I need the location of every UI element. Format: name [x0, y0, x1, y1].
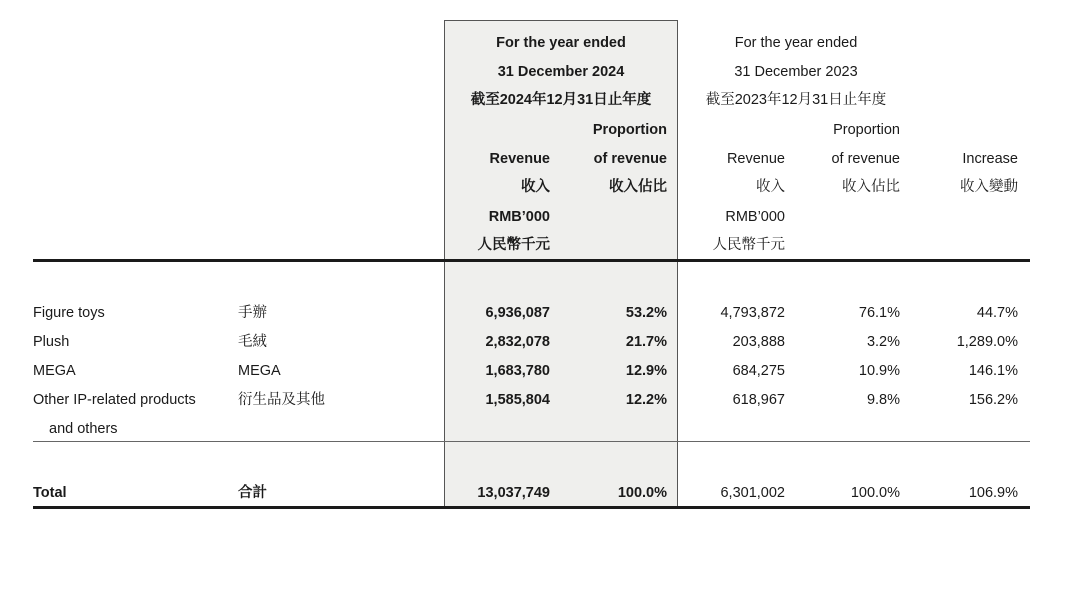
- total-increase: 106.9%: [968, 485, 1018, 501]
- subtotal-rule: [33, 441, 1030, 442]
- header-2024-unit-en: RMB’000: [488, 209, 550, 225]
- total-label-en: Total: [33, 485, 67, 501]
- total-rule: [33, 506, 1030, 509]
- header-2023-unit-en: RMB’000: [725, 209, 785, 225]
- row-label-en: Plush: [33, 334, 70, 350]
- total-prop-2024: 100.0%: [617, 485, 667, 501]
- row-prop-2024: 12.9%: [625, 363, 667, 379]
- row-label-zh: 毛絨: [238, 334, 267, 350]
- row-increase: 146.1%: [968, 363, 1018, 379]
- row-label-en: Other IP-related products: [33, 392, 196, 408]
- header-2024-line1: For the year ended: [496, 35, 626, 51]
- total-rev-2023: 6,301,002: [720, 485, 785, 501]
- header-2024-revenue-en: Revenue: [489, 151, 550, 167]
- header-2023-line3: 截至2023年12月31日止年度: [705, 92, 887, 108]
- row-prop-2024: 12.2%: [625, 392, 667, 408]
- row-prop-2024: 21.7%: [625, 334, 667, 350]
- header-2024-line2: 31 December 2024: [497, 64, 625, 80]
- row-rev-2023: 618,967: [732, 392, 785, 408]
- total-rev-2024: 13,037,749: [477, 485, 550, 501]
- row-label-zh: 衍生品及其他: [238, 392, 325, 408]
- row-prop-2024: 53.2%: [625, 305, 667, 321]
- header-2024-unit-zh: 人民幣千元: [477, 237, 550, 253]
- header-2023-unit-zh: 人民幣千元: [712, 237, 785, 253]
- row-label-en: Figure toys: [33, 305, 105, 321]
- row-prop-2023: 3.2%: [866, 334, 900, 350]
- row-rev-2024: 2,832,078: [485, 334, 550, 350]
- row-increase: 1,289.0%: [956, 334, 1018, 350]
- row-rev-2023: 684,275: [732, 363, 785, 379]
- row-rev-2024: 6,936,087: [485, 305, 550, 321]
- row-prop-2023: 76.1%: [858, 305, 900, 321]
- header-2023-prop-en1: Proportion: [833, 122, 900, 138]
- header-increase-en: Increase: [962, 151, 1018, 167]
- header-2023-revenue-en: Revenue: [726, 151, 785, 167]
- header-2024-prop-en2: of revenue: [593, 151, 667, 167]
- row-rev-2024: 1,585,804: [485, 392, 550, 408]
- row-label-en: MEGA: [33, 363, 76, 379]
- row-increase: 44.7%: [976, 305, 1018, 321]
- row-prop-2023: 9.8%: [866, 392, 900, 408]
- header-2023-line2: 31 December 2023: [734, 64, 858, 80]
- row-prop-2023: 10.9%: [858, 363, 900, 379]
- row-rev-2023: 4,793,872: [720, 305, 785, 321]
- header-2023-prop-en2: of revenue: [831, 151, 900, 167]
- total-prop-2023: 100.0%: [850, 485, 900, 501]
- row-increase: 156.2%: [968, 392, 1018, 408]
- row-label-en-continued: and others: [49, 421, 118, 437]
- header-2024-line3: 截至2024年12月31日止年度: [470, 92, 652, 108]
- header-2024-prop-en1: Proportion: [592, 122, 667, 138]
- header-rule: [33, 259, 1030, 262]
- header-2023-line1: For the year ended: [734, 35, 858, 51]
- header-2023-revenue-zh: 收入: [756, 179, 785, 195]
- header-2024-revenue-zh: 收入: [521, 179, 550, 195]
- row-label-zh: MEGA: [238, 363, 281, 379]
- row-rev-2023: 203,888: [732, 334, 785, 350]
- header-2024-prop-zh: 收入佔比: [609, 179, 667, 195]
- header-2023-prop-zh: 收入佔比: [842, 179, 900, 195]
- header-increase-zh: 收入變動: [960, 179, 1018, 195]
- total-label-zh: 合計: [238, 485, 267, 501]
- row-rev-2024: 1,683,780: [485, 363, 550, 379]
- row-label-zh: 手辦: [238, 305, 267, 321]
